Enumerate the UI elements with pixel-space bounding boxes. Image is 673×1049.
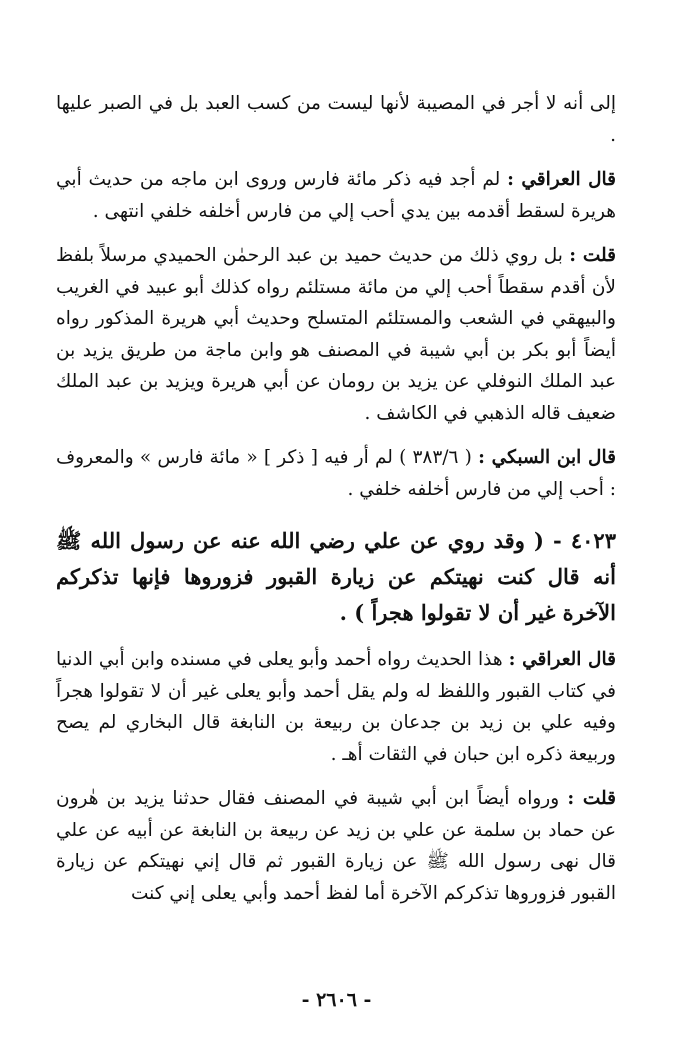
paragraph-label: قال العراقي :: [508, 649, 616, 670]
paragraph-subki: [56, 442, 616, 505]
paragraph-label: قلت :: [567, 788, 617, 809]
paragraph-label: قال العراقي :: [507, 169, 616, 190]
spacer: [56, 505, 616, 523]
spacer: [56, 429, 616, 442]
paragraph-label: قلت :: [569, 245, 617, 266]
page-number: - ٢٦٠٦ -: [301, 989, 372, 1011]
paragraph-text: لم أجد فيه ذكر مائة فارس وروى ابن ماجه من حديث أبي هريرة لسقط أقدمه بين يدي أحب إلي من فارس أخلفه خلفي انتهى .: [56, 169, 616, 222]
page-body: [56, 88, 616, 909]
paragraph-label: قال ابن السبكي :: [478, 447, 616, 468]
hadith-text: ٤٠٢٣ - ( وقد روي عن علي رضي الله عنه عن رسول الله ﷺ أنه قال كنت نهيتكم عن زيارة القبور فزوروها فإنها تذكركم الآخرة غير أن لا تقولوا هجراً ) .: [56, 528, 616, 625]
spacer: [56, 631, 616, 644]
spacer: [56, 227, 616, 240]
paragraph-continuation: [56, 88, 616, 151]
paragraph-text: إلى أنه لا أجر في المصيبة لأنها ليست من كسب العبد بل في الصبر عليها .: [56, 93, 616, 146]
paragraph-iraqi-1: [56, 164, 616, 227]
paragraph-iraqi-2: [56, 644, 616, 770]
spacer: [56, 151, 616, 164]
paragraph-qultu-2: [56, 783, 616, 909]
paragraph-text: ( ٣٨٣/٦ ) لم أر فيه [ ذكر ] « مائة فارس » والمعروف : أحب إلي من فارس أخلفه خلفي .: [56, 447, 616, 500]
spacer: [56, 770, 616, 783]
paragraph-qultu-1: [56, 240, 616, 429]
hadith-entry: [56, 523, 616, 631]
paragraph-text: بل روي ذلك من حديث حميد بن عبد الرحمٰن الحميدي مرسلاً بلفظ لأن أقدم سقطاً أحب إلي من مائة مستلئم رواه كذلك أبو عبيد في الغريب والبيهقي في الشعب والمستلئم المتسلح وحديث أبي هريرة المذكور رواه أيضاً أبو بكر بن أبي شيبة في المصنف هو وابن ماجة من طريق يزيد بن عبد الملك النوفلي عن يزيد بن رومان عن أبي هريرة ويزيد بن عبد الملك ضعيف قاله الذهبي في الكاشف .: [56, 245, 616, 424]
paragraph-text: هذا الحديث رواه أحمد وأبو يعلى في مسنده وابن أبي الدنيا في كتاب القبور واللفظ له ولم يقل أحمد وأبو يعلى غير أن لا تقولوا هجراً وفيه علي بن زيد بن جدعان بن ربيعة بن النابغة قال البخاري لم يصح وربيعة ذكره ابن حبان في الثقات أهـ .: [56, 649, 616, 765]
paragraph-text: ورواه أيضاً ابن أبي شيبة في المصنف فقال حدثنا يزيد بن هٰرون عن حماد بن سلمة عن علي بن زيد عن ربيعة بن النابغة عن أبيه عن علي قال نهى رسول الله ﷺ عن زيارة القبور ثم قال إني نهيتكم عن زيارة القبور فزوروها تذكركم الآخرة أما لفظ أحمد وأبي يعلى إني كنت: [56, 788, 616, 904]
